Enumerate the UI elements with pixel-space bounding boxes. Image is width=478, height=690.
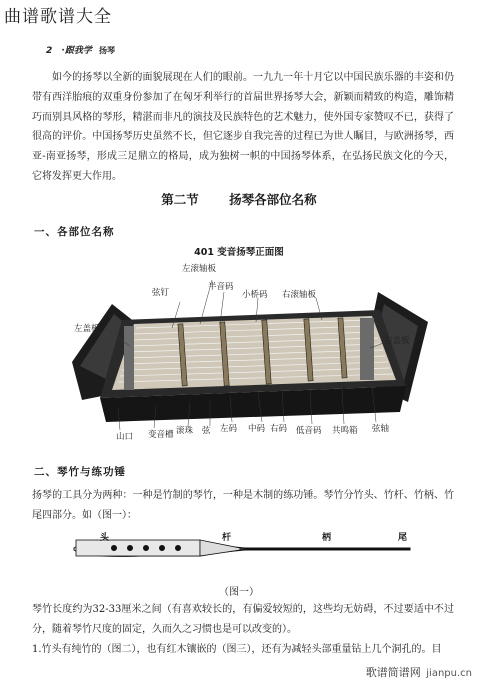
label-string-nail: 弦钉 bbox=[152, 288, 170, 298]
label-bass-bridge: 低音码 bbox=[296, 426, 322, 436]
section-heading: 扬琴各部位名称 bbox=[229, 192, 317, 207]
label-string: 弦 bbox=[202, 426, 211, 436]
point1-paragraph: 1.竹头有纯竹的（图二），也有红木镶嵌的（图三），还有为减轻头部重量钻上几个洞孔的。目 bbox=[32, 644, 442, 655]
page-number: 2 bbox=[46, 46, 53, 56]
page-header bbox=[46, 43, 115, 56]
label-left-roller-board: 左滚轴板 bbox=[182, 264, 217, 274]
section-number: 第二节 bbox=[161, 192, 199, 207]
label-ball-roller: 滚珠 bbox=[176, 426, 194, 436]
label-middle-bridge: 中码 bbox=[248, 424, 266, 434]
watermark bbox=[366, 664, 472, 680]
label-semitone-bridge: 半音码 bbox=[208, 282, 234, 292]
label-left-cover: 左盖板 bbox=[74, 324, 100, 334]
figure-caption: 401 变音扬琴正面图 bbox=[194, 247, 284, 258]
stick-label-shaft: 杆 bbox=[222, 533, 232, 543]
book-title: ·跟我学 bbox=[61, 46, 92, 56]
site-title: 曲谱歌谱大全 bbox=[4, 7, 112, 27]
label-right-bridge: 右码 bbox=[270, 424, 288, 434]
subsection-heading-parts: 一、各部位名称 bbox=[34, 226, 115, 238]
intro-paragraph: 如今的扬琴以全新的面貌展现在人们的眼前。一九九一年十月它以中国民族乐器的丰姿和仍带有西洋胎痕的双重身份参加了在匈牙利举行的首届世界扬琴大会，新颖而精致的构造，雕饰精巧而别具风格的琴形，精湛而非凡的演技及民族特色的艺术魅力，使外国专家赞叹不已，获得了很高的评价。中国扬琴历史虽然不长，但它逐步自我完善的过程已为世人瞩目，与欧洲扬琴，西亚-南亚扬琴，形成三足鼎立的格局，成为独树一帜的中国扬琴体系，在弘扬民族文化的今天，它将发挥更大作用。 bbox=[32, 72, 454, 182]
tools-paragraph: 扬琴的工具分为两种：一种是竹制的琴竹，一种是木制的练功锤。琴竹分竹头、竹杆、竹柄、竹尾四部分。如（图一）： bbox=[32, 490, 454, 521]
stick-illustration bbox=[70, 528, 420, 568]
label-modulation-groove: 变音槽 bbox=[148, 430, 174, 440]
length-paragraph: 琴竹长度约为32-33厘米之间（有喜欢较长的，有偏爱较短的，这些均无妨碍，不过要适中不过分，随着琴竹尺度的固定，久而久之习惯也是可以改变的）。 bbox=[32, 604, 454, 635]
label-right-roller-board: 右滚轴板 bbox=[282, 290, 317, 300]
watermark-url: jianpu.cn bbox=[426, 668, 472, 679]
stick-label-handle: 柄 bbox=[322, 533, 332, 543]
subsection-heading-sticks: 二、琴竹与练功锤 bbox=[34, 466, 126, 478]
book-subtitle: 扬琴 bbox=[98, 46, 115, 55]
label-soundbox: 共鸣箱 bbox=[332, 426, 358, 436]
label-left-bridge: 左码 bbox=[220, 424, 238, 434]
watermark-text: 歌谱简谱网 bbox=[365, 666, 421, 679]
figure1-caption: （图一） bbox=[219, 587, 259, 598]
label-tuning-pin: 弦轴 bbox=[372, 424, 390, 434]
section-title bbox=[0, 190, 478, 208]
label-nut: 山口 bbox=[116, 432, 134, 442]
label-right-cover: 右盖板 bbox=[384, 336, 410, 346]
stick-label-tail: 尾 bbox=[398, 533, 408, 543]
stick-label-head: 头 bbox=[100, 533, 110, 543]
label-small-bridge: 小桥码 bbox=[242, 290, 268, 300]
